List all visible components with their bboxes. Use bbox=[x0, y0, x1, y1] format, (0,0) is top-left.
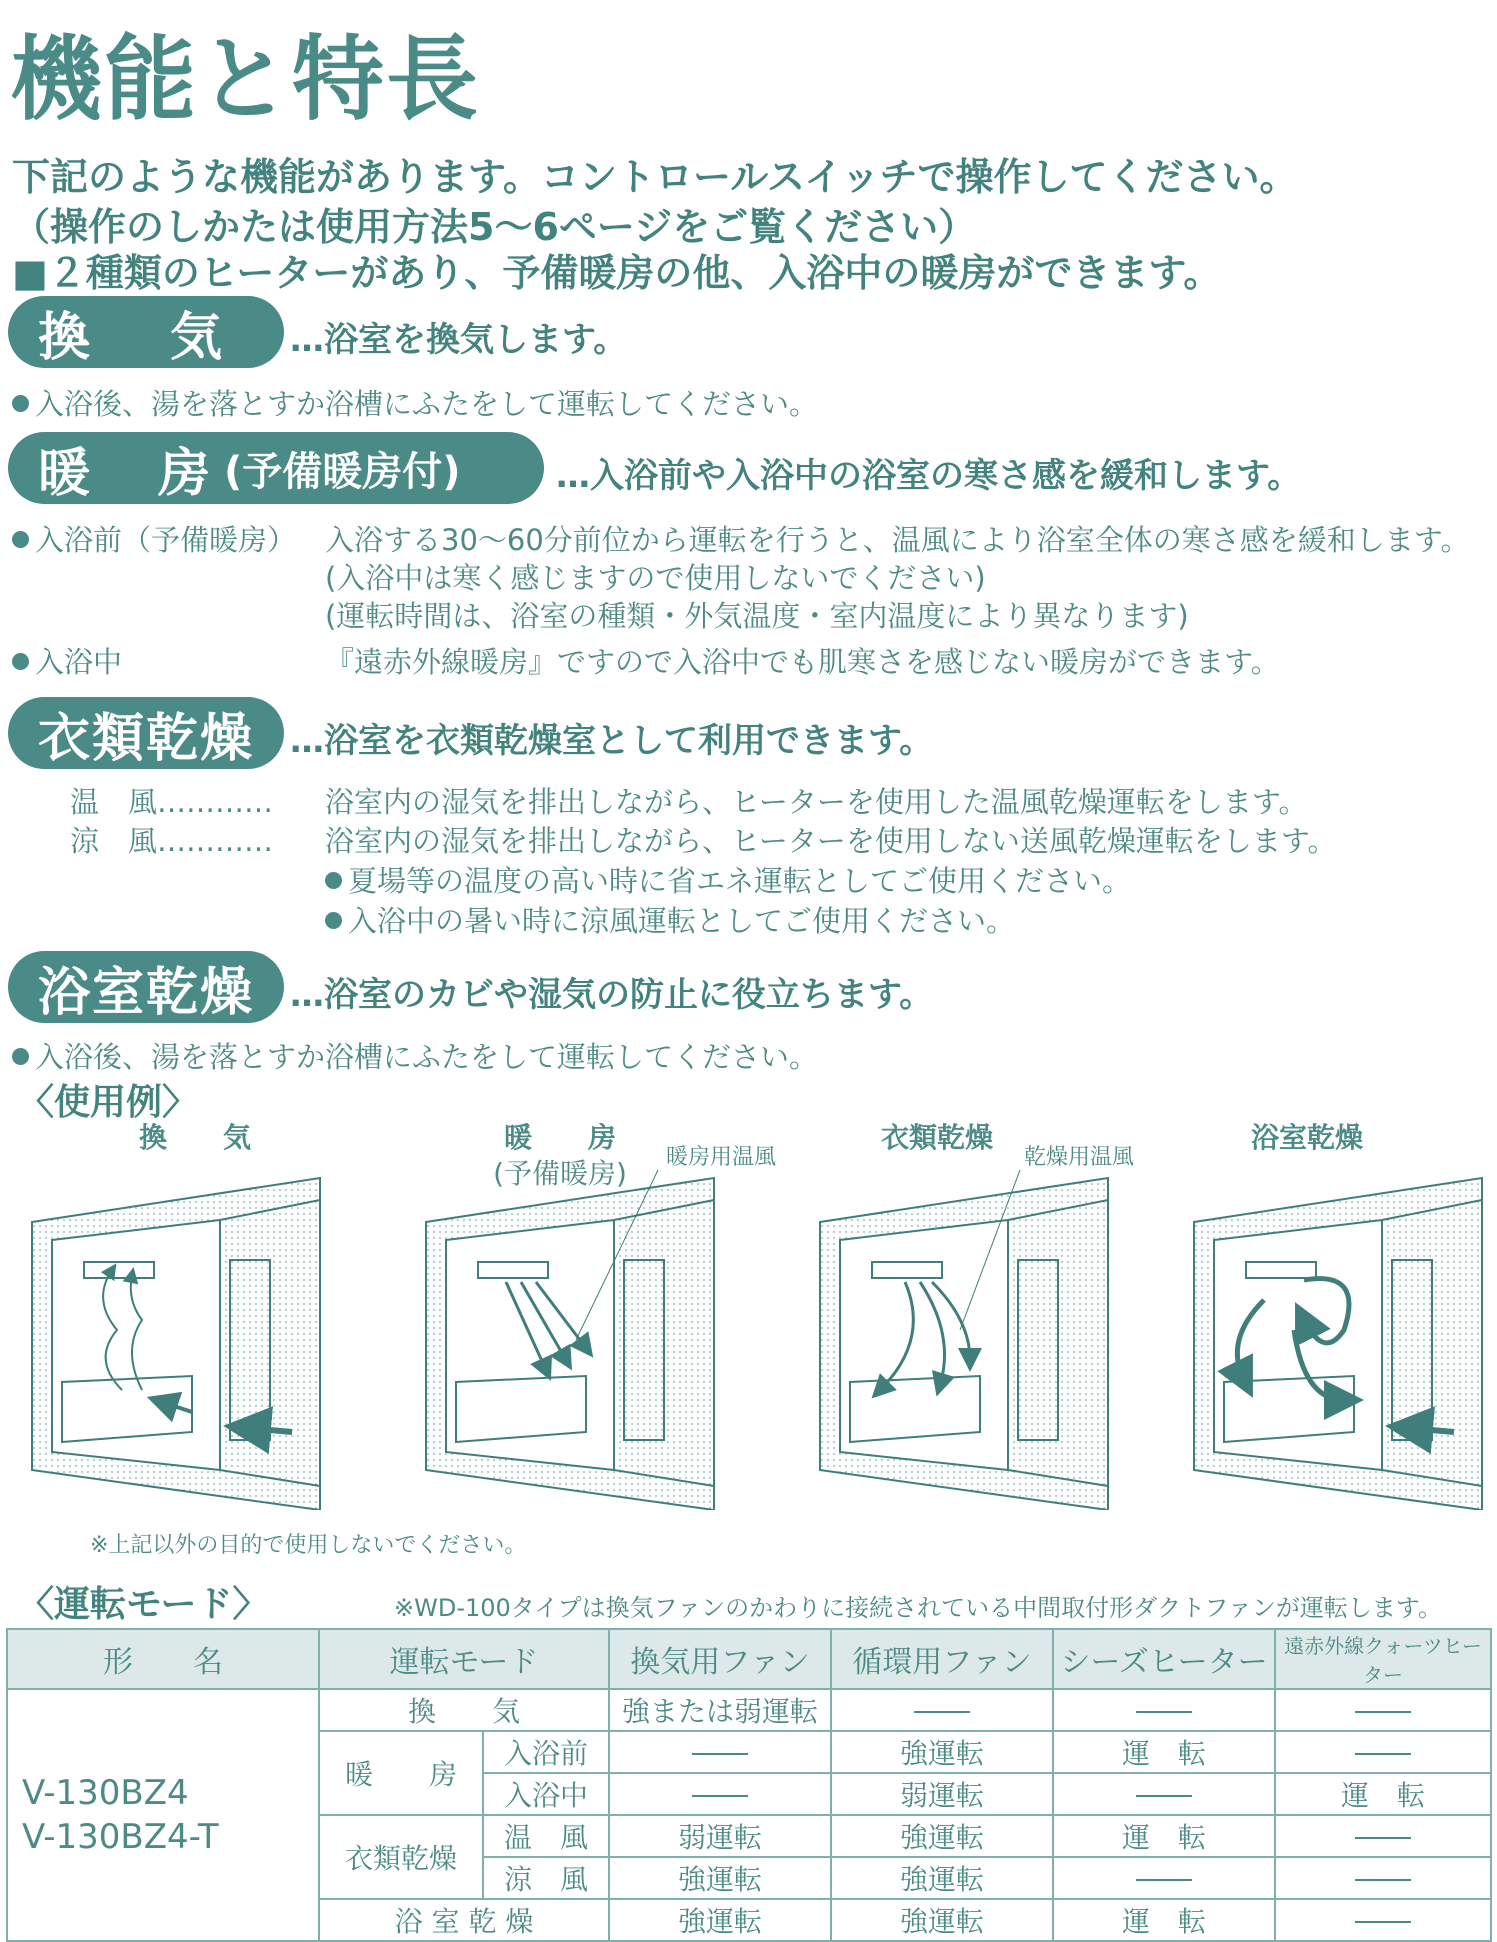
danbo-before-text-2: (入浴中は寒く感じますので使用しないでください) bbox=[325, 561, 986, 595]
cell-value: 強運転 bbox=[609, 1899, 831, 1941]
irui-cool-text: 浴室内の湿気を排出しながら、ヒーターを使用しない送風乾燥運転をします。 bbox=[325, 824, 1337, 858]
dash-icon bbox=[1355, 1711, 1411, 1713]
header-vent-fan: 換気用ファン bbox=[609, 1629, 831, 1689]
mode-danbo-before: 入浴前 bbox=[483, 1731, 609, 1773]
model-name-2: V-130BZ4-T bbox=[22, 1817, 219, 1857]
irui-tip-1: 夏場等の温度の高い時に省エネ運転としてご使用ください。 bbox=[325, 859, 1131, 900]
section-kanki-note: 入浴後、湯を落とすか浴槽にふたをして運転してください。 bbox=[12, 382, 818, 423]
dash-icon bbox=[1355, 1879, 1411, 1881]
usage-footnote: ※上記以外の目的で使用しないでください。 bbox=[90, 1533, 527, 1558]
bullet-icon bbox=[12, 395, 29, 412]
danbo-during-label: 入浴中 bbox=[12, 640, 122, 681]
header-model: 形 名 bbox=[7, 1629, 319, 1689]
cell-value: 弱運転 bbox=[609, 1815, 831, 1857]
mode-irui-warm: 温 風 bbox=[483, 1815, 609, 1857]
dash-cell bbox=[609, 1731, 831, 1773]
danbo-before-text-3: (運転時間は、浴室の種類・外気温度・室内温度により異なります) bbox=[325, 599, 1189, 633]
dash-cell bbox=[609, 1773, 831, 1815]
fig4-bathroom-illustration bbox=[1194, 1178, 1482, 1510]
fig3-bathroom-illustration bbox=[820, 1170, 1108, 1510]
fig2-callout: 暖房用温風 bbox=[666, 1145, 777, 1170]
cell-value: 弱運転 bbox=[831, 1773, 1053, 1815]
cell-value: 運 転 bbox=[1275, 1773, 1491, 1815]
dash-cell bbox=[1275, 1731, 1491, 1773]
mode-danbo-group: 暖 房 bbox=[319, 1731, 483, 1815]
irui-tip-2: 入浴中の暑い時に涼風運転としてご使用ください。 bbox=[325, 899, 1015, 940]
danbo-before-text-1: 入浴する30～60分前位から運転を行うと、温風により浴室全体の寒さ感を緩和します。 bbox=[325, 523, 1470, 557]
dash-icon bbox=[1136, 1879, 1192, 1881]
section-irui-label: 衣類乾燥 bbox=[8, 697, 284, 769]
cell-value: 強運転 bbox=[609, 1857, 831, 1899]
dash-cell bbox=[1275, 1689, 1491, 1731]
model-name-1: V-130BZ4 bbox=[22, 1773, 189, 1813]
table-row bbox=[7, 1689, 1491, 1731]
header-circ-fan: 循環用ファン bbox=[831, 1629, 1053, 1689]
dash-cell bbox=[831, 1689, 1053, 1731]
cell-value: 運 転 bbox=[1053, 1815, 1275, 1857]
header-mode: 運転モード bbox=[319, 1629, 609, 1689]
intro-line-3: ■２種類のヒーターがあり、予備暖房の他、入浴中の暖房ができます。 bbox=[12, 251, 1222, 295]
dash-icon bbox=[1136, 1711, 1192, 1713]
bullet-icon bbox=[12, 653, 29, 670]
table-header-row bbox=[7, 1629, 1491, 1689]
danbo-during-text: 『遠赤外線暖房』ですので入浴中でも肌寒さを感じない暖房ができます。 bbox=[325, 645, 1280, 679]
bullet-icon bbox=[325, 912, 342, 929]
section-yokushitsu-note: 入浴後、湯を落とすか浴槽にふたをして運転してください。 bbox=[12, 1035, 818, 1076]
fig1-bathroom-illustration bbox=[32, 1178, 320, 1510]
dash-icon bbox=[1355, 1837, 1411, 1839]
mode-table bbox=[6, 1628, 1492, 1942]
dash-cell bbox=[1275, 1857, 1491, 1899]
mode-table-heading: 〈運転モード〉 bbox=[18, 1584, 269, 1625]
fig2-bathroom-illustration bbox=[426, 1170, 714, 1510]
fig3-callout: 乾燥用温風 bbox=[1024, 1145, 1135, 1170]
irui-warm-text: 浴室内の湿気を排出しながら、ヒーターを使用した温風乾燥運転をします。 bbox=[325, 785, 1308, 819]
cell-value: 強または弱運転 bbox=[609, 1689, 831, 1731]
dash-icon bbox=[914, 1711, 970, 1713]
irui-warm-label: 温 風………… bbox=[70, 785, 274, 819]
header-sheath-heater: シーズヒーター bbox=[1053, 1629, 1275, 1689]
fig2-sublabel: (予備暖房) bbox=[493, 1157, 627, 1190]
dash-icon bbox=[1136, 1795, 1192, 1797]
mode-yokushitsu: 浴 室 乾 燥 bbox=[319, 1899, 609, 1941]
section-irui-desc: …浴室を衣類乾燥室として利用できます。 bbox=[290, 721, 934, 761]
bullet-icon bbox=[325, 872, 342, 889]
cell-value: 強運転 bbox=[831, 1857, 1053, 1899]
danbo-before-label: 入浴前（予備暖房） bbox=[12, 518, 296, 559]
header-quartz-heater: 遠赤外線クォーツヒーター bbox=[1275, 1629, 1491, 1689]
cell-value: 運 転 bbox=[1053, 1731, 1275, 1773]
cell-value: 強運転 bbox=[831, 1815, 1053, 1857]
mode-danbo-during: 入浴中 bbox=[483, 1773, 609, 1815]
dash-cell bbox=[1275, 1899, 1491, 1941]
bullet-icon bbox=[12, 1048, 29, 1065]
section-danbo-label: 暖 房 (予備暖房付) bbox=[8, 432, 544, 504]
cell-value: 強運転 bbox=[831, 1731, 1053, 1773]
section-kanki-desc: …浴室を換気します。 bbox=[290, 320, 628, 360]
page-title: 機能と特長 bbox=[10, 26, 481, 133]
dash-cell bbox=[1053, 1689, 1275, 1731]
dash-icon bbox=[692, 1795, 748, 1797]
dash-icon bbox=[1355, 1921, 1411, 1923]
mode-kanki: 換 気 bbox=[319, 1689, 609, 1731]
mode-irui-group: 衣類乾燥 bbox=[319, 1815, 483, 1899]
cell-value: 運 転 bbox=[1053, 1899, 1275, 1941]
dash-cell bbox=[1275, 1815, 1491, 1857]
usage-illustrations bbox=[20, 1170, 1490, 1510]
mode-irui-cool: 涼 風 bbox=[483, 1857, 609, 1899]
fig3-label: 衣類乾燥 bbox=[880, 1121, 993, 1154]
section-yokushitsu-label: 浴室乾燥 bbox=[8, 951, 284, 1023]
dash-icon bbox=[692, 1753, 748, 1755]
section-kanki-label: 換 気 bbox=[8, 296, 284, 368]
fig4-label: 浴室乾燥 bbox=[1250, 1121, 1363, 1154]
dash-icon bbox=[1355, 1753, 1411, 1755]
mode-table-note: ※WD-100タイプは換気ファンのかわりに接続されている中間取付形ダクトファンが運転します。 bbox=[394, 1594, 1442, 1622]
usage-heading: 〈使用例〉 bbox=[18, 1082, 199, 1123]
intro-line-1: 下記のような機能があります。コントロールスイッチで操作してください。 bbox=[12, 155, 1298, 199]
fig2-label: 暖 房 bbox=[503, 1121, 616, 1154]
bullet-icon bbox=[12, 531, 29, 548]
dash-cell bbox=[1053, 1773, 1275, 1815]
section-yokushitsu-desc: …浴室のカビや湿気の防止に役立ちます。 bbox=[290, 975, 934, 1015]
cell-value: 強運転 bbox=[831, 1899, 1053, 1941]
section-danbo-desc: …入浴前や入浴中の浴室の寒さ感を緩和します。 bbox=[556, 456, 1302, 496]
dash-cell bbox=[1053, 1857, 1275, 1899]
irui-cool-label: 涼 風………… bbox=[70, 824, 274, 858]
fig1-label: 換 気 bbox=[138, 1121, 251, 1154]
model-name-cell bbox=[7, 1689, 319, 1941]
intro-line-2: （操作のしかたは使用方法5～6ページをご覧ください） bbox=[12, 205, 977, 249]
